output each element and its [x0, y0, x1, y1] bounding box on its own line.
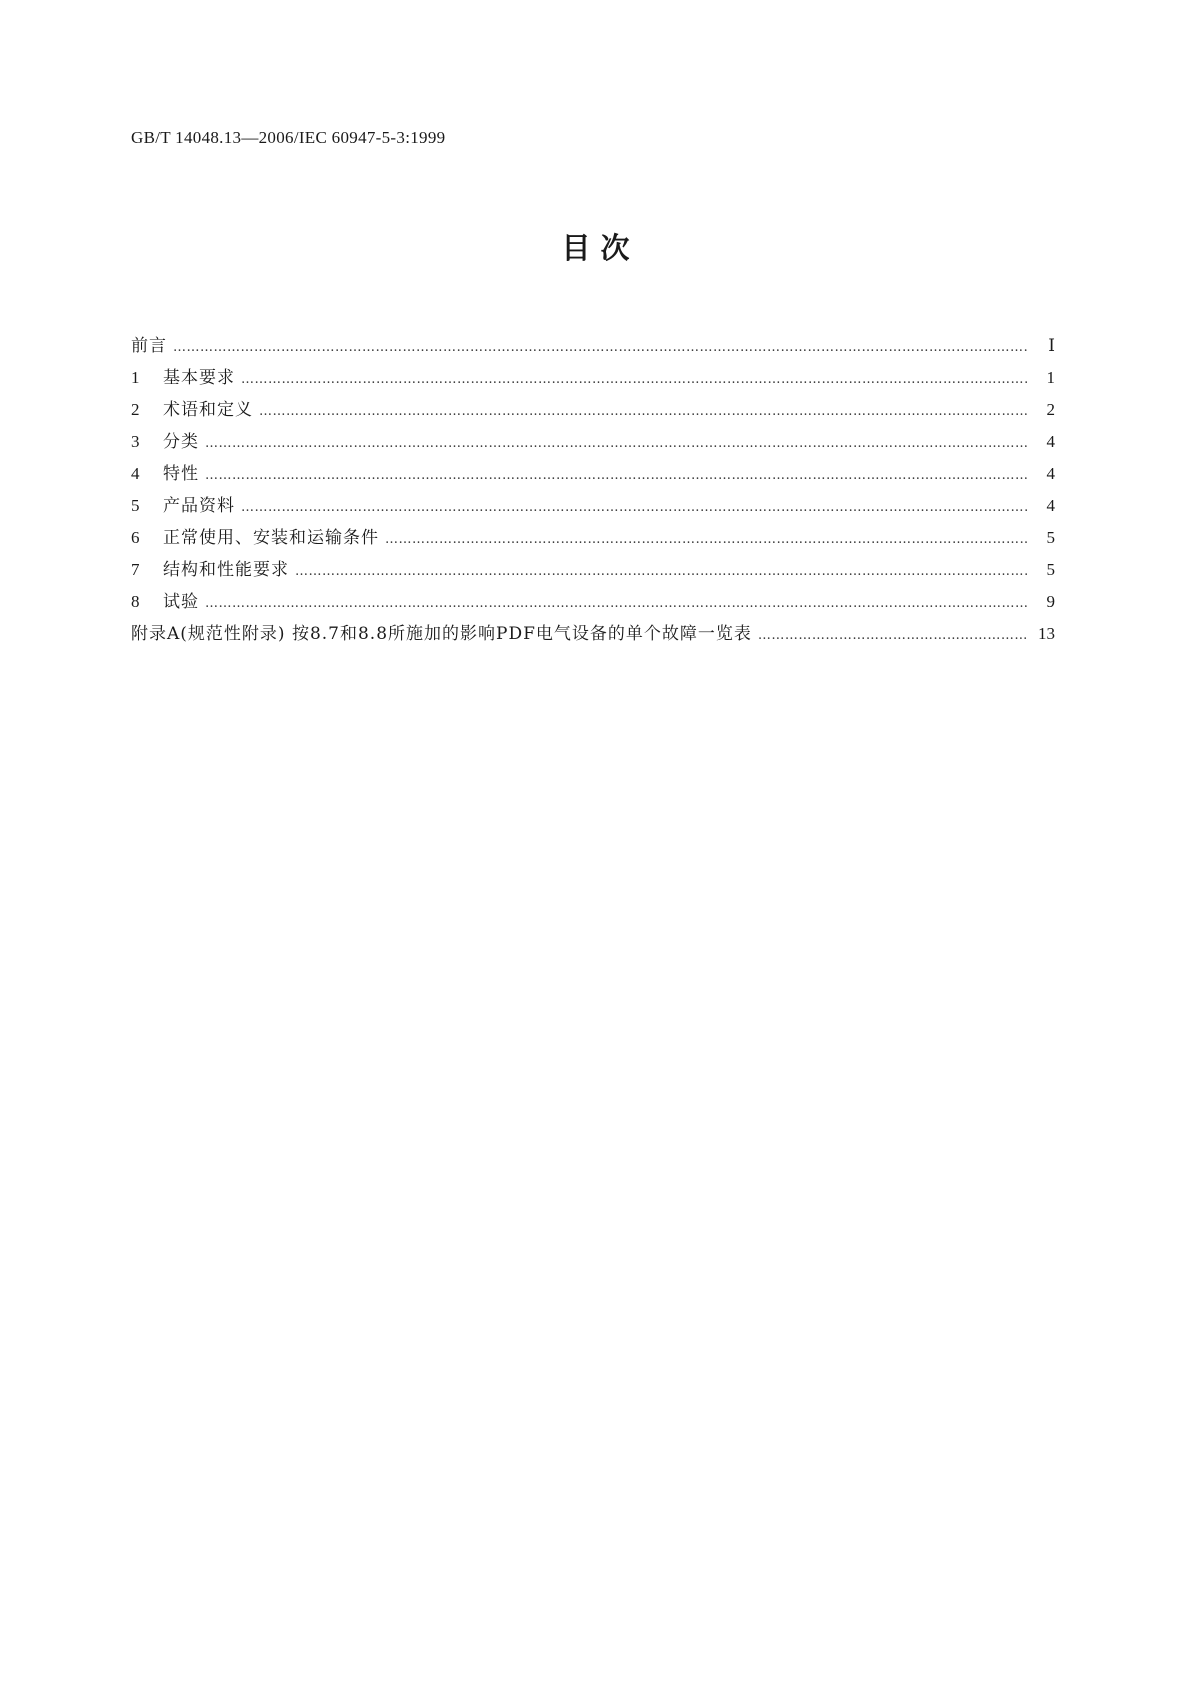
- toc-entry-label: 基本要求: [163, 368, 235, 388]
- toc-entry-label: 产品资料: [163, 496, 235, 516]
- toc-entry-number: 8: [131, 592, 140, 611]
- toc-entry-5[interactable]: [131, 490, 1055, 522]
- toc-entry-label: 试验: [163, 592, 199, 612]
- toc-page-number: 5: [1046, 528, 1055, 547]
- toc-entry-label: 分类: [163, 432, 199, 452]
- toc-entry-label: 前言: [131, 336, 167, 356]
- dot-leader: [241, 364, 1027, 396]
- toc-page-number: 4: [1046, 464, 1055, 483]
- toc-page-number: 5: [1046, 560, 1055, 579]
- toc-entry-annex-a[interactable]: [131, 618, 1055, 650]
- toc-entry-number: 2: [131, 400, 140, 419]
- toc-entry-foreword[interactable]: [131, 330, 1055, 362]
- dot-leader: [758, 620, 1027, 652]
- toc-page-number: Ⅰ: [1048, 336, 1055, 355]
- toc-page-number: 13: [1038, 624, 1055, 643]
- toc-page-number: 9: [1046, 592, 1055, 611]
- toc-entry-4[interactable]: [131, 458, 1055, 490]
- toc-entry-1[interactable]: [131, 362, 1055, 394]
- toc-entry-8[interactable]: [131, 586, 1055, 618]
- toc-entry-label: 术语和定义: [163, 400, 253, 420]
- toc-entry-label: 正常使用、安装和运输条件: [163, 528, 379, 548]
- standard-number-header: GB/T 14048.13—2006/IEC 60947-5-3:1999: [131, 128, 446, 147]
- toc-page-number: 4: [1046, 496, 1055, 515]
- toc-entry-2[interactable]: [131, 394, 1055, 426]
- toc-entry-number: 1: [131, 368, 140, 387]
- toc-entry-label: 附录A(规范性附录) 按8.7和8.8所施加的影响PDF电气设备的单个故障一览表: [131, 624, 752, 644]
- toc-entry-7[interactable]: [131, 554, 1055, 586]
- toc-entry-6[interactable]: [131, 522, 1055, 554]
- dot-leader: [205, 460, 1027, 492]
- toc-entry-number: 7: [131, 560, 140, 579]
- dot-leader: [385, 524, 1027, 556]
- dot-leader: [295, 556, 1027, 588]
- toc-entry-3[interactable]: [131, 426, 1055, 458]
- toc-page-number: 1: [1046, 368, 1055, 387]
- dot-leader: [259, 396, 1027, 428]
- toc-entry-number: 3: [131, 432, 140, 451]
- dot-leader: [205, 588, 1027, 620]
- toc-entry-number: 4: [131, 464, 140, 483]
- dot-leader: [205, 428, 1027, 460]
- toc-entry-number: 5: [131, 496, 140, 515]
- table-of-contents: [131, 330, 1055, 650]
- toc-page-number: 4: [1046, 432, 1055, 451]
- toc-entry-label: 特性: [163, 464, 199, 484]
- toc-entry-number: 6: [131, 528, 140, 547]
- dot-leader: [173, 332, 1027, 364]
- toc-entry-label: 结构和性能要求: [163, 560, 289, 580]
- page-title: 目 次: [561, 231, 630, 265]
- toc-page-number: 2: [1046, 400, 1055, 419]
- dot-leader: [241, 492, 1027, 524]
